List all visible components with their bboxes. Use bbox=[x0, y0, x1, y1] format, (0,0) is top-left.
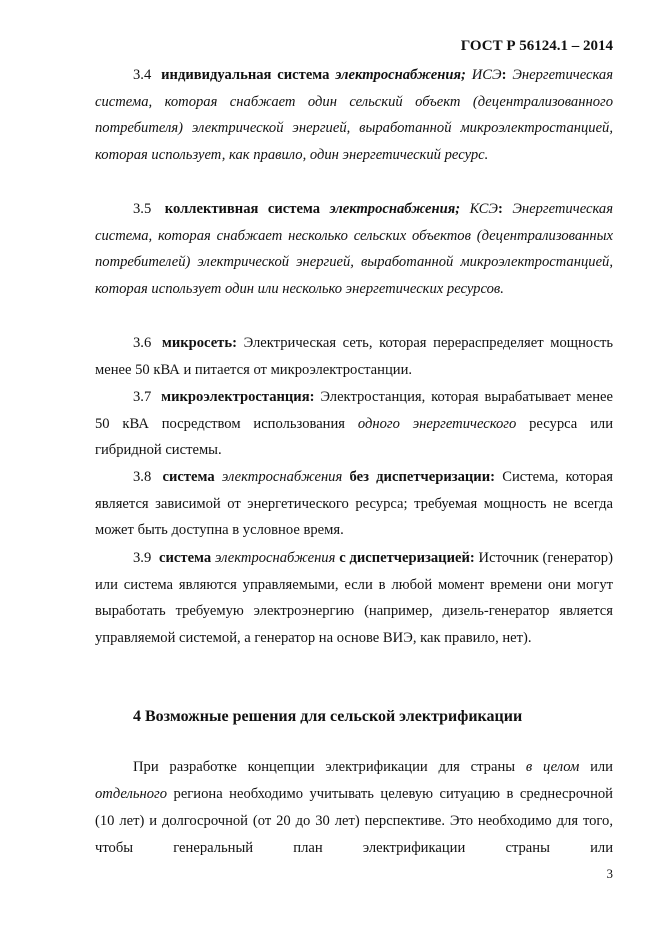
term-number: 3.7 bbox=[133, 389, 152, 405]
page-number: 3 bbox=[606, 866, 613, 881]
document-header: ГОСТ Р 56124.1 – 2014 bbox=[460, 38, 613, 54]
term-title-italic: электроснабжения; bbox=[329, 201, 461, 217]
term-definition: Энергетическая система, которая снабжает несколько сельских объектов (децентрализованных потребителей) электрической энергией, выработанной микроэлектростанцией, которая использует один или несколько энергетических ресурсов. bbox=[95, 201, 613, 297]
section-heading: 4 Возможные решения для сельской электрификации bbox=[133, 708, 523, 725]
term-number: 3.6 bbox=[133, 335, 152, 351]
term-title: микроэлектростанция: bbox=[161, 389, 315, 405]
term-number: 3.8 bbox=[133, 469, 152, 485]
term-3-5: 3.5 коллективная система электроснабжения; КСЭ: Энергетическая система, которая снабжает несколько сельских объектов (децентрализованных потребителей) электрической энергией, выработанной микроэлектростанцией, которая использует один или несколько энергетических ресурсов. bbox=[95, 201, 613, 297]
term-definition: Источник (генератор) или система являются управляемыми, если в любой момент времени они могут выработать требуемую электроэнергию (например, дизель-генератор является управляемой системой, а генератор на основе ВИЭ, как правило, нет). bbox=[95, 550, 613, 646]
term-abbr: КСЭ bbox=[469, 201, 498, 217]
term-3-9: 3.9 система электроснабжения с диспетчеризацией: Источник (генератор) или система являются управляемыми, если в любой момент времени они могут выработать требуемую электроэнергию (например, дизель-генератор является управляемой системой, а генератор на основе ВИЭ, как правило, нет). bbox=[95, 550, 613, 646]
term-title: индивидуальная система bbox=[161, 67, 330, 83]
term-3-6 bbox=[95, 330, 613, 383]
term-title: микросеть: bbox=[161, 335, 237, 351]
term-definition: Электрическая сеть, которая перераспределяет мощность менее 50 кВА и питается от микроэлектростанции. bbox=[95, 335, 613, 378]
term-3-8: 3.8 система электроснабжения без диспетчеризации: Система, которая является зависимой от энергетического ресурса; требуемая мощность не всегда может быть доступна в условное время. bbox=[95, 469, 614, 539]
term-title-italic: электроснабжения; bbox=[335, 67, 466, 83]
term-number: 3.4 bbox=[133, 67, 152, 83]
term-abbr: ИСЭ bbox=[471, 67, 502, 83]
term-number: 3.9 bbox=[133, 550, 152, 566]
term-definition: Система, которая является зависимой от энергетического ресурса; требуемая мощность не всегда может быть доступна в условное время. bbox=[95, 469, 614, 539]
term-number: 3.5 bbox=[133, 201, 152, 217]
term-3-7: 3.7 микроэлектростанция: Электростанция, которая вырабатывает менее 50 кВА посредством использования одного энергетического ресурса или гибридной системы. bbox=[95, 389, 614, 459]
term-title: коллективная система bbox=[164, 201, 321, 217]
term-definition: Энергетическая система, которая снабжает один сельский объект (децентрализованного потребителя) электрической энергией, выработанной микроэлектростанцией, которая использует, как правило, один энергетический ресурс. bbox=[95, 67, 614, 163]
section-paragraph: При разработке концепции электрификации для страны в целом или отдельного региона необходимо учитывать целевую ситуацию в среднесрочной (10 лет) и долгосрочной (от 20 до 30 лет) перспективе. Это необходимо для того, чтобы генеральный план электрификации страны или bbox=[95, 759, 613, 856]
term-3-4: 3.4 индивидуальная система электроснабжения; ИСЭ: Энергетическая система, которая снабжает один сельский объект (децентрализованного потребителя) электрической энергией, выработанной микроэлектростанцией, которая использует, как правило, один энергетический ресурс. bbox=[95, 67, 614, 163]
